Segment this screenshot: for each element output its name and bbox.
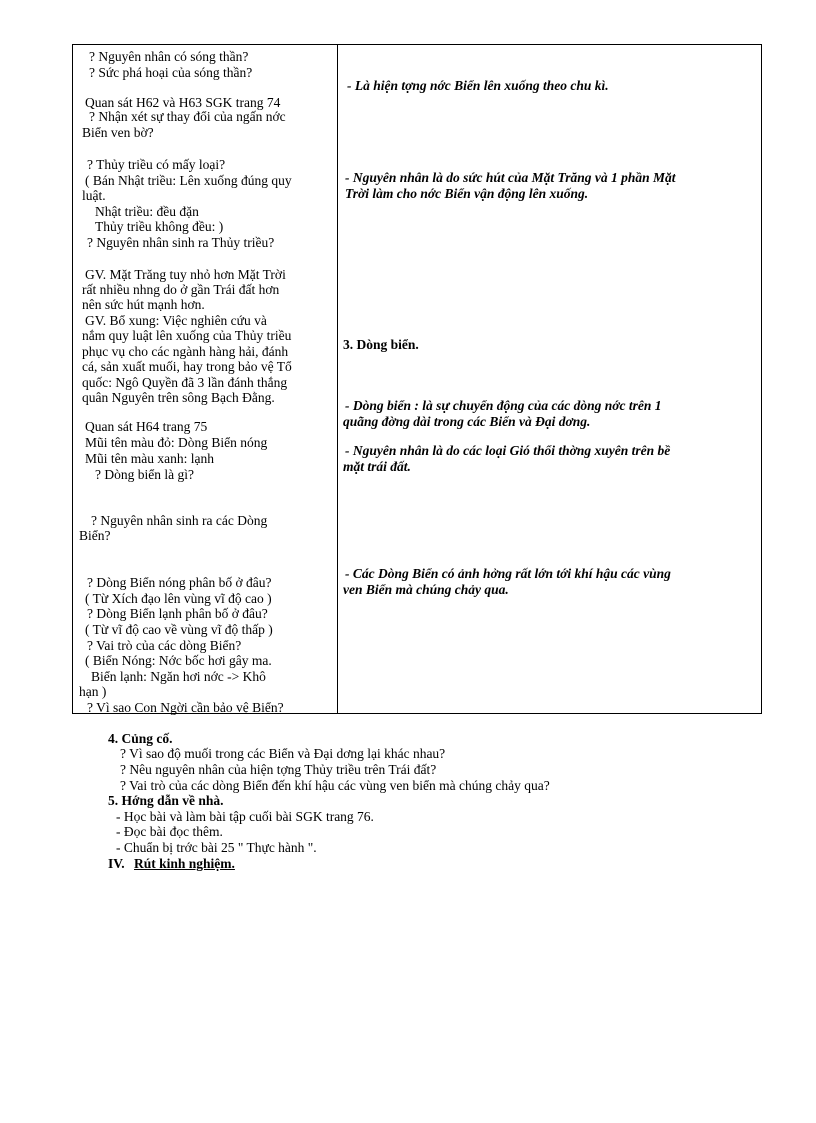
section-heading: Rút kinh nghiệm. (134, 856, 235, 871)
left-line: Thủy triều không đều: ) (95, 219, 224, 234)
column-divider (337, 45, 338, 713)
right-line: mặt trái đất. (343, 459, 411, 474)
left-line: ( Bán Nhật triều: Lên xuống đúng quy (85, 173, 292, 188)
left-line: ? Nhận xét sự thay đổi của ngấn nớc (89, 109, 286, 124)
left-line: ? Nguyên nhân sinh ra các Dòng (91, 513, 268, 528)
left-line: Quan sát H62 và H63 SGK trang 74 (85, 95, 281, 110)
left-line: ? Dòng Biển lạnh phân bố ở đâu? (87, 606, 268, 621)
left-line: ? Thủy triều có mấy loại? (87, 157, 226, 172)
right-line: - Nguyên nhân là do sức hút của Mặt Trăng và 1 phần Mặt (345, 170, 676, 185)
left-line: GV. Bổ xung: Việc nghiên cứu và (85, 313, 267, 328)
left-line: Mũi tên màu đỏ: Dòng Biển nóng (85, 435, 268, 450)
left-line: rất nhiều nhng do ở gần Trái đất hơn (82, 282, 280, 297)
section-number: IV. (108, 856, 125, 871)
section-heading: 5. Hớng dẫn về nhà. (108, 793, 224, 808)
left-line: Quan sát H64 trang 75 (85, 419, 208, 434)
left-line: ( Từ vĩ độ cao về vùng vĩ độ thấp ) (85, 622, 273, 637)
left-line: ? Vai trò của các dòng Biển? (87, 638, 242, 653)
left-line: nắm quy luật lên xuống của Thủy triều (82, 328, 292, 343)
review-question: ? Vai trò của các dòng Biển đến khí hậu các vùng ven biển mà chúng chảy qua? (120, 778, 550, 793)
right-line: quãng đờng dài trong các Biển và Đại dơng. (343, 414, 591, 429)
left-line: nên sức hút mạnh hơn. (82, 297, 205, 312)
left-line: Biển ven bờ? (82, 125, 154, 140)
left-line: ? Nguyên nhân sinh ra Thủy triều? (87, 235, 275, 250)
homework-item: - Học bài và làm bài tập cuối bài SGK trang 76. (116, 809, 374, 824)
left-line: ? Dòng biển là gì? (95, 467, 194, 482)
right-line: - Là hiện tợng nớc Biển lên xuống theo chu kì. (347, 78, 609, 93)
right-line: ven Biển mà chúng chảy qua. (343, 582, 509, 597)
left-line: ( Biển Nóng: Nớc bốc hơi gây ma. (85, 653, 272, 668)
review-question: ? Nêu nguyên nhân của hiện tợng Thủy triều trên Trái đất? (120, 762, 437, 777)
left-line: Nhật triều: đều đặn (95, 204, 199, 219)
left-line: ? Dòng Biển nóng phân bố ở đâu? (87, 575, 272, 590)
right-line: - Nguyên nhân là do các loại Gió thổi thờng xuyên trên bề (345, 443, 671, 458)
left-line: GV. Mặt Trăng tuy nhỏ hơn Mặt Trời (85, 267, 286, 282)
left-line: ? Vì sao Con Ngời cần bảo vệ Biển? (87, 700, 284, 715)
left-line: luật. (82, 188, 106, 203)
left-line: quân Nguyên trên sông Bạch Đằng. (82, 390, 275, 405)
left-line: phục vụ cho các ngành hàng hải, đánh (82, 344, 289, 359)
left-line: ? Nguyên nhân có sóng thần? (89, 49, 249, 64)
left-line: hạn ) (79, 684, 107, 699)
left-line: Biển? (79, 528, 111, 543)
section-heading: 3. Dòng biển. (343, 337, 419, 352)
left-line: quốc: Ngô Quyền đã 3 lần đánh thắng (82, 375, 288, 390)
right-line: - Các Dòng Biển có ảnh hởng rất lớn tới khí hậu các vùng (345, 566, 671, 581)
left-line: ( Từ Xích đạo lên vùng vĩ độ cao ) (85, 591, 272, 606)
left-line: ? Sức phá hoại của sóng thần? (89, 65, 253, 80)
right-line: Trời làm cho nớc Biển vận động lên xuống. (345, 186, 589, 201)
homework-item: - Chuẩn bị trớc bài 25 " Thực hành ". (116, 840, 317, 855)
lesson-table (72, 44, 762, 714)
section-heading: 4. Củng cố. (108, 731, 173, 746)
right-line: - Dòng biển : là sự chuyển động của các dòng nớc trên 1 (345, 398, 662, 413)
review-question: ? Vì sao độ muối trong các Biển và Đại dơng lại khác nhau? (120, 746, 446, 761)
left-line: Biển lạnh: Ngăn hơi nớc -> Khô (91, 669, 266, 684)
left-line: Mũi tên màu xanh: lạnh (85, 451, 214, 466)
left-line: cá, sản xuất muối, hay trong bảo vệ Tổ (82, 359, 292, 374)
homework-item: - Đọc bài đọc thêm. (116, 824, 223, 839)
